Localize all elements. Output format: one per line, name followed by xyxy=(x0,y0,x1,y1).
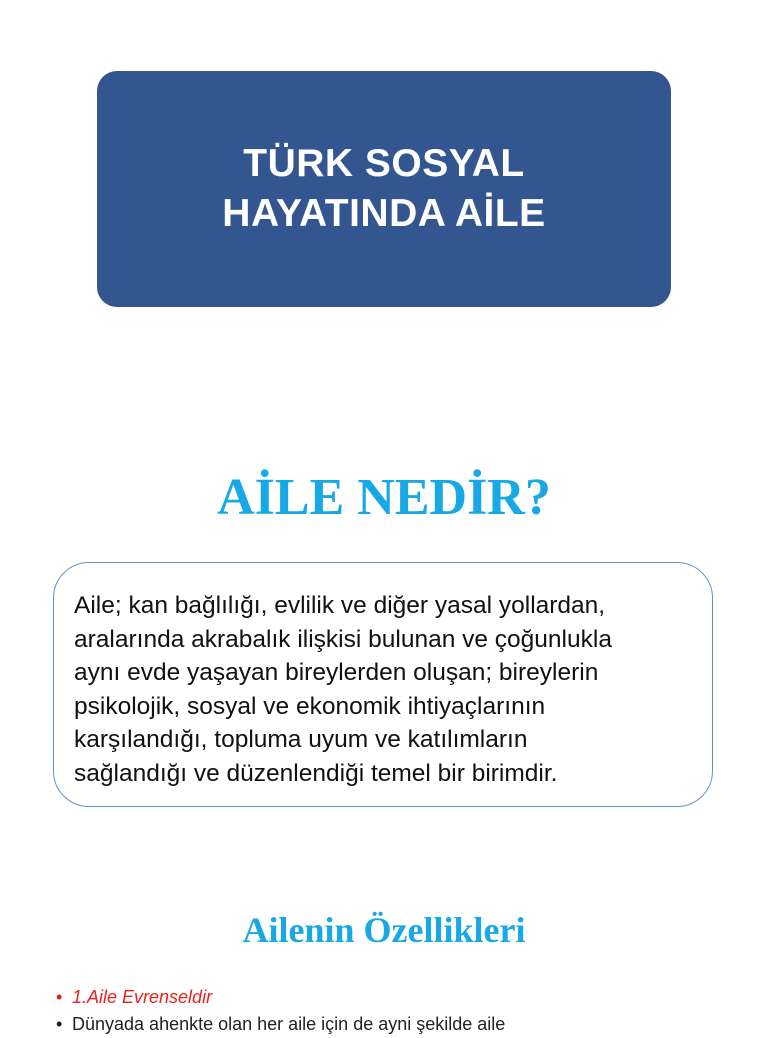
list-item-text: Dünyada ahenkte olan her aile için de ayni şekilde aile xyxy=(72,1014,506,1034)
section-heading-what-is-family: AİLE NEDİR? xyxy=(217,469,551,526)
definition-line: aralarında akrabalık ilişkisi bulunan ve çoğunlukla xyxy=(74,625,612,653)
section-heading-family-features: Ailenin Özellikleri xyxy=(242,910,526,950)
list-item xyxy=(56,1011,756,1038)
title-box xyxy=(97,71,671,307)
definition-line: sağlandığı ve düzenlendiği temel bir birimdir. xyxy=(74,759,558,787)
definition-line: aynı evde yaşayan bireylerden oluşan; bireylerin xyxy=(74,659,599,686)
definition-line: Aile; kan bağlılığı, evlilik ve diğer yasal yollardan, xyxy=(74,592,606,619)
page-title xyxy=(222,139,545,239)
definition-text xyxy=(74,589,692,790)
bullet-marker: • xyxy=(56,987,63,1007)
bullet-marker: • xyxy=(56,1014,63,1034)
title-line-2: HAYATINDA AİLE xyxy=(222,192,546,235)
definition-line: psikolojik, sosyal ve ekonomik ihtiyaçlarının xyxy=(74,692,546,720)
list-item xyxy=(56,984,756,1011)
definition-box xyxy=(53,562,713,807)
title-line-1: TÜRK SOSYAL xyxy=(243,142,525,185)
definition-line: karşılandığı, topluma uyum ve katılımların xyxy=(74,726,528,753)
features-list xyxy=(56,984,756,1038)
list-item-text: 1.Aile Evrenseldir xyxy=(72,987,213,1007)
